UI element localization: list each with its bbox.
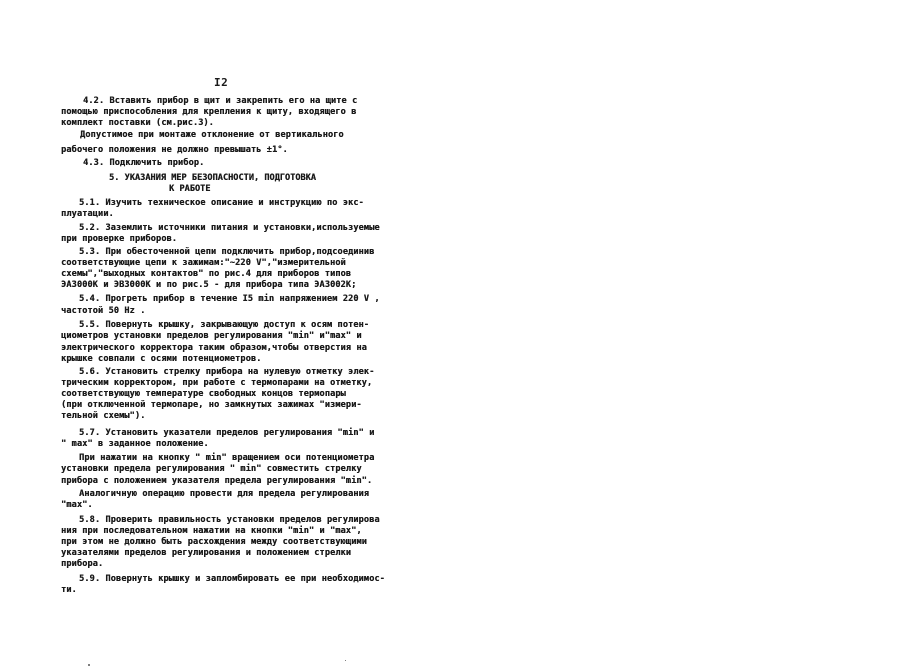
text-line: (при отключенной термопаре, но замкнутых зажимах "измери- (61, 400, 362, 410)
text-line: ЭА3000К и ЭВ3000К и по рис.5 - для прибора типа ЭА3002К; (61, 280, 357, 290)
text-line: При нажатии на кнопку " min" вращением оси потенциометра (79, 453, 375, 463)
text-line: прибора. (61, 559, 104, 569)
text-line-4-3: 4.3. Подключить прибор. (83, 158, 205, 168)
text-line: тельной схемы"). (61, 411, 146, 421)
text-line: указателями пределов регулирования и положением стрелки (61, 548, 352, 558)
text-line-4-2: 4.2. Вставить прибор в щит и закрепить его на щите с (83, 96, 358, 106)
text-line-5-6: 5.6. Установить стрелку прибора на нулевую отметку элек- (79, 367, 375, 377)
text-line: трическим корректором, при работе с термопарами на отметку, (61, 378, 373, 388)
text-line: "max". (61, 500, 93, 510)
text-line-tolerance: рабочего положения не должно превышать ±1°. (61, 145, 288, 155)
text-line-5-4: 5.4. Прогреть прибор в течение I5 min напряжением 220 V , (79, 294, 380, 304)
text-line: соответствующие цепи к зажимам:"~220 V","измерительной (61, 258, 346, 268)
text-line-5-5: 5.5. Повернуть крышку, закрывающую доступ к осям потен- (79, 320, 370, 330)
text-line: прибора с положением указателя предела регулирования "min". (61, 476, 373, 486)
scan-speck (88, 664, 90, 666)
text-line: циометров установки пределов регулирования "min" и"max" и (61, 331, 362, 341)
text-line: схемы","выходных контактов" по рис.4 для приборов типов (61, 269, 352, 279)
text-line: Аналогичную операцию провести для предела регулирования (79, 489, 370, 499)
text-line-5-8: 5.8. Проверить правильность установки пределов регулирова (79, 515, 380, 525)
text-line: помощью приспособления для крепления к щиту, входящего в (61, 107, 357, 117)
text-line: установки предела регулирования " min" совместить стрелку (61, 464, 362, 474)
text-line: ния при последовательном нажатии на кнопки "min" и "max", (61, 526, 362, 536)
text-line: " max" в заданное положение. (61, 439, 209, 449)
scan-speck (345, 660, 346, 661)
text-line: крышке совпали с осями потенциометров. (61, 354, 262, 364)
text-line-5-3: 5.3. При обесточенной цепи подключить прибор,подсоединив (79, 247, 375, 257)
text-line: плуатации. (61, 209, 114, 219)
text-line: Допустимое при монтаже отклонение от вертикального (80, 130, 344, 140)
text-line-5-9: 5.9. Повернуть крышку и запломбировать ее при необходимос- (79, 574, 385, 584)
page-number: I2 (214, 76, 229, 89)
text-line: комплект поставки (см.рис.3). (61, 118, 214, 128)
section-heading-line2: К РАБОТЕ (169, 184, 211, 194)
text-line-5-1: 5.1. Изучить техническое описание и инструкцию по экс- (79, 198, 364, 208)
text-line-5-2: 5.2. Заземлить источники питания и установки,используемые (79, 223, 380, 233)
text-line: при этом не должно быть расхождения между соответствующими (61, 537, 367, 547)
text-line: ти. (61, 585, 77, 595)
text-line: при проверке приборов. (61, 234, 178, 244)
section-heading-line1: 5. УКАЗАНИЯ МЕР БЕЗОПАСНОСТИ, ПОДГОТОВКА (109, 173, 316, 183)
text-line: соответствующую температуре свободных концов термопары (61, 389, 346, 399)
text-line-5-7: 5.7. Установить указатели пределов регулирования "min" и (79, 428, 375, 438)
text-line: частотой 50 Hz . (61, 306, 146, 316)
text-line: электрического корректора таким образом,чтобы отверстия на (61, 343, 367, 353)
